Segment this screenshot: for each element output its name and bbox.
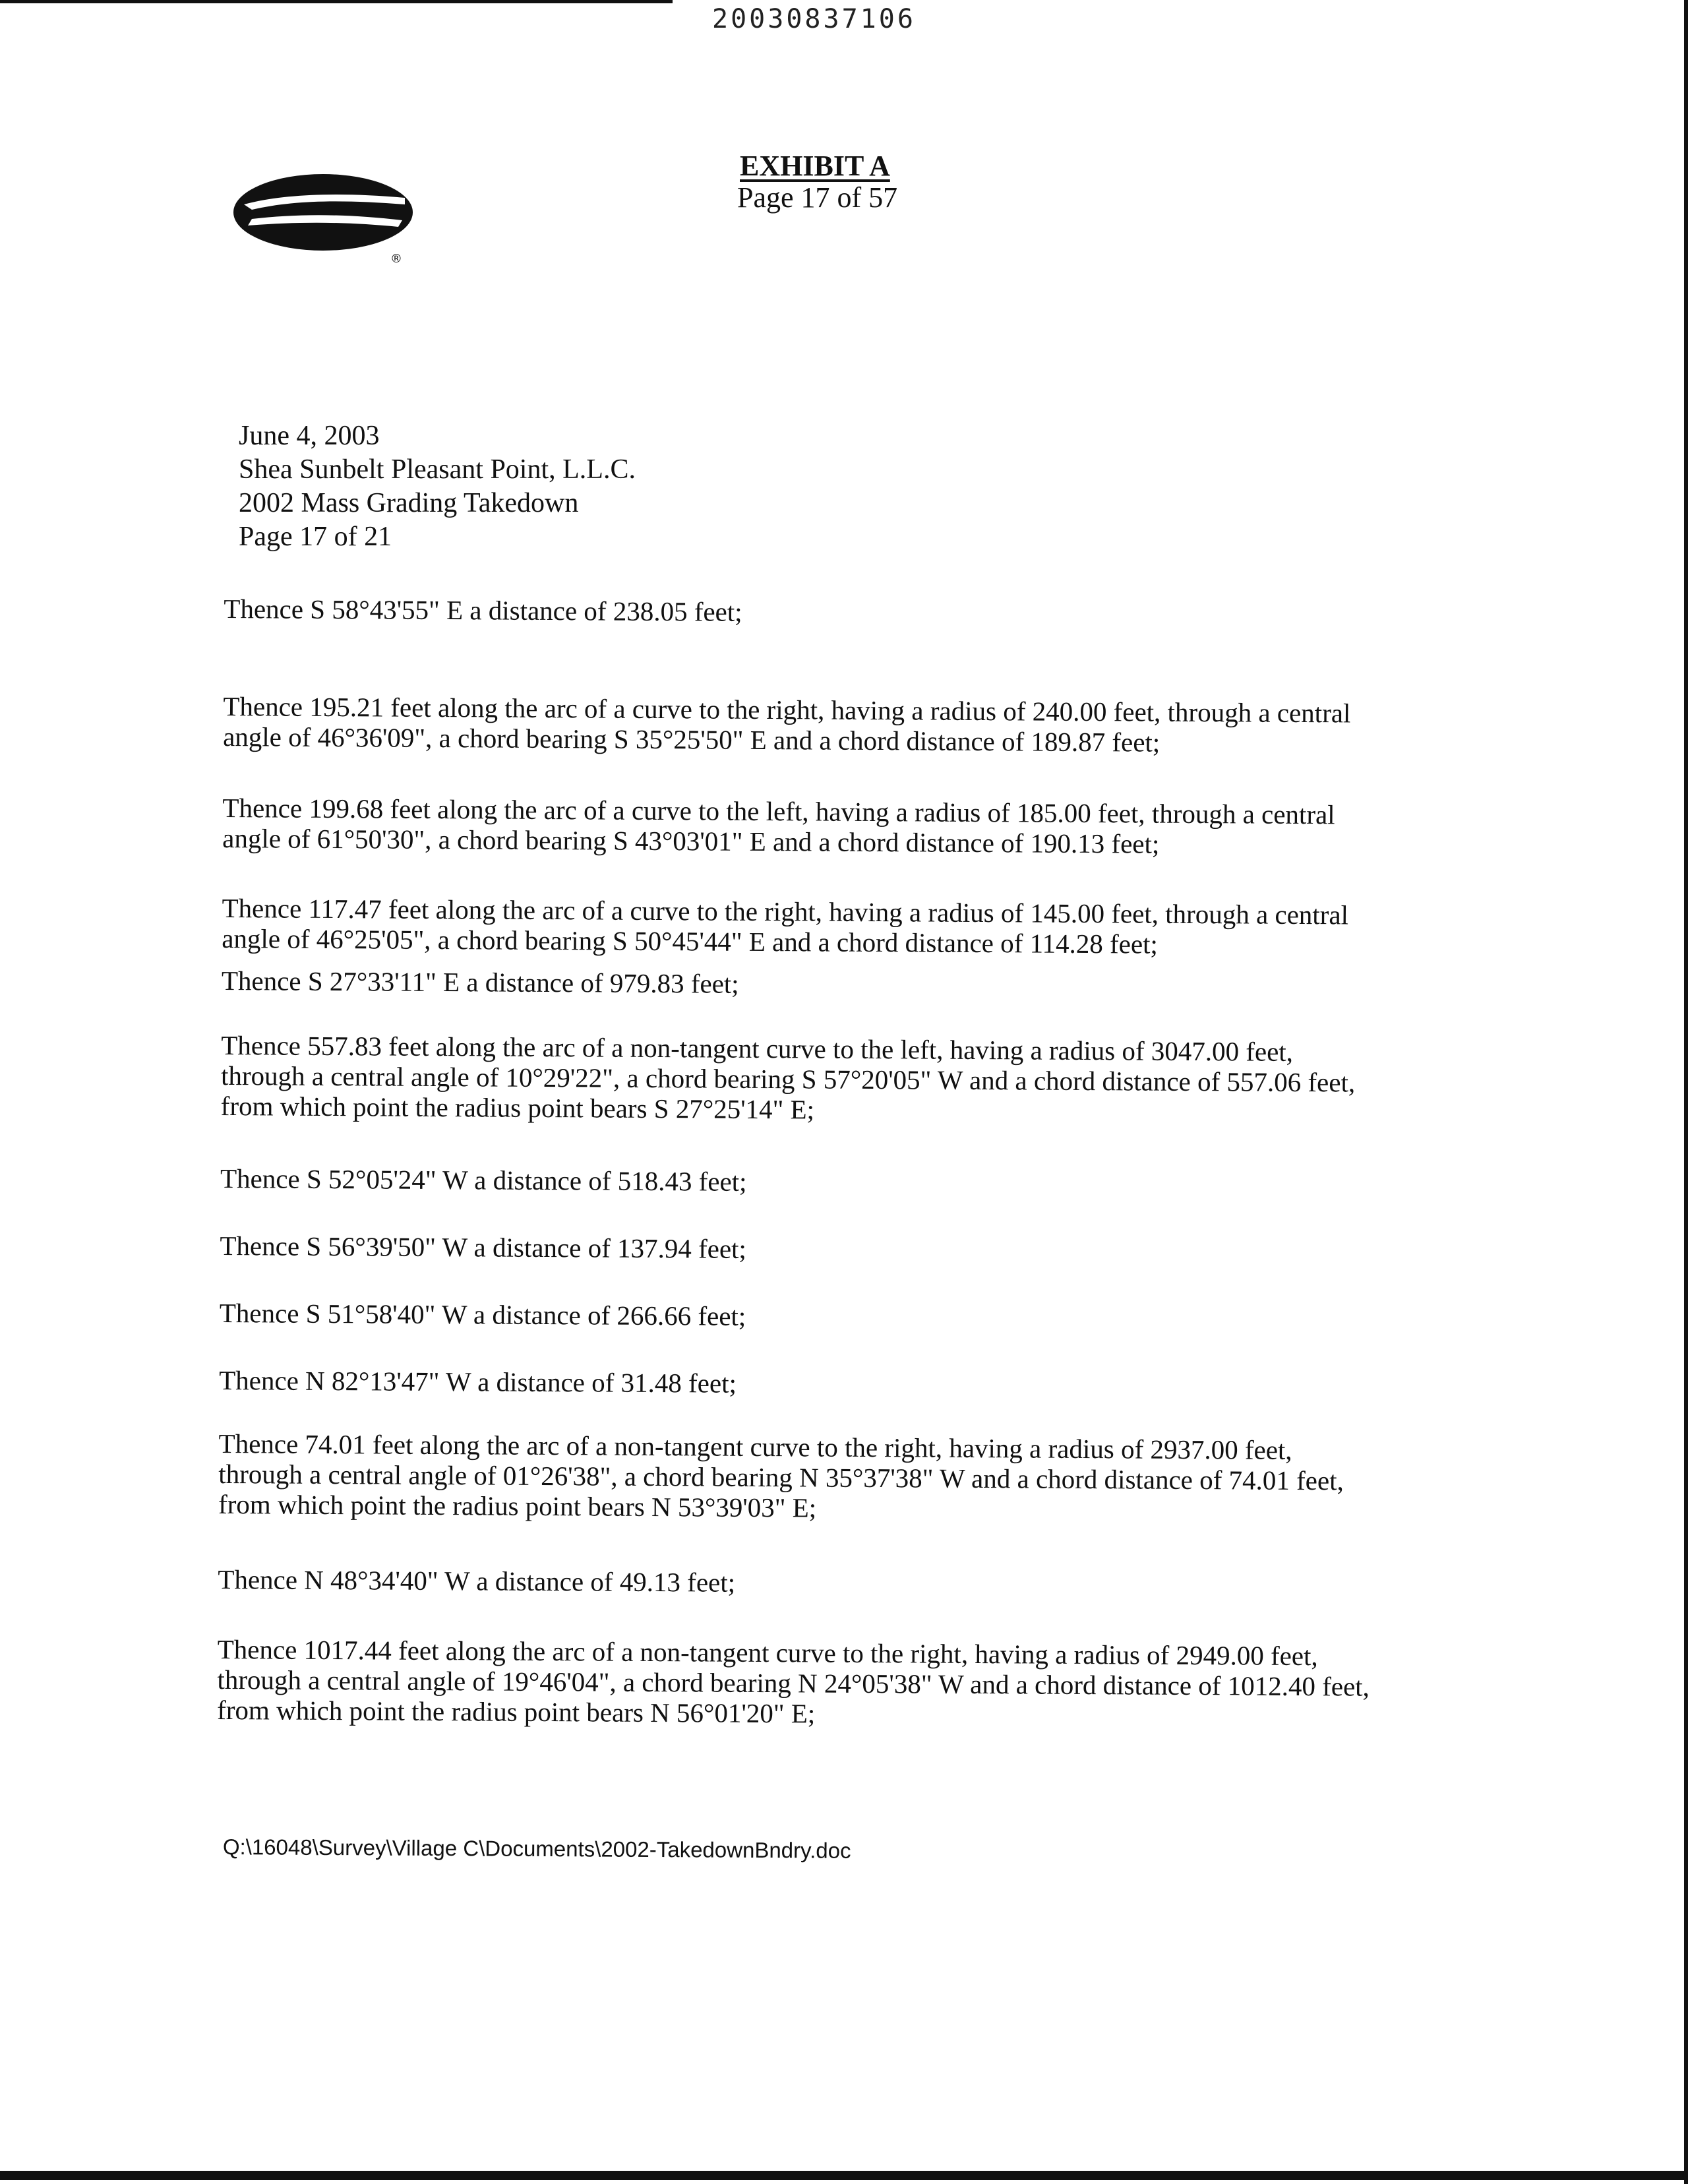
top-border-rule: [0, 0, 673, 3]
paragraph-course-12: Thence N 48°34'40" W a distance of 49.13 feet;: [218, 1563, 736, 1598]
bottom-border-rule: [0, 2171, 1688, 2180]
exhibit-page-number: Page 17 of 57: [737, 181, 898, 214]
header-date: June 4, 2003: [239, 421, 380, 451]
registered-mark: ®: [390, 252, 402, 265]
company-logo-icon: [232, 173, 423, 265]
paragraph-course-2: Thence 195.21 feet along the arc of a curve to the right, having a radius of 240.00 feet, through a central angle of 46°36'09", a chord bearing S 35°25'50" E and a chord distance of 189.87 feet;: [223, 690, 1351, 758]
paragraph-course-11: Thence 74.01 feet along the arc of a non-tangent curve to the right, having a radius of 2937.00 feet, through a central angle of 01°26'38", a chord bearing N 35°37'38" W and a chord distance of 74.01 feet, from which point the radius point bears N 53°39'03" E;: [218, 1428, 1344, 1523]
paragraph-course-4: Thence 117.47 feet along the arc of a curve to the right, having a radius of 145.00 feet, through a central angle of 46°25'05", a chord bearing S 50°45'44" E and a chord distance of 114.28 feet;: [222, 892, 1349, 959]
exhibit-title: EXHIBIT A: [740, 150, 890, 182]
paragraph-course-8: Thence S 56°39'50" W a distance of 137.94 feet;: [220, 1230, 747, 1264]
footer-file-path: Q:\16048\Survey\Village C\Documents\2002-TakedownBndry.doc: [222, 1835, 851, 1863]
paragraph-course-5: Thence S 27°33'11" E a distance of 979.83 feet;: [221, 965, 739, 999]
paragraph-course-3: Thence 199.68 feet along the arc of a curve to the left, having a radius of 185.00 feet, through a central angle of 61°50'30", a chord bearing S 43°03'01" E and a chord distance of 190.13 feet;: [222, 792, 1335, 859]
paragraph-course-7: Thence S 52°05'24" W a distance of 518.43 feet;: [220, 1163, 747, 1197]
paragraph-course-9: Thence S 51°58'40" W a distance of 266.66 feet;: [219, 1297, 746, 1331]
paragraph-course-1: Thence S 58°43'55" E a distance of 238.05 feet;: [224, 593, 742, 627]
paragraph-course-13: Thence 1017.44 feet along the arc of a non-tangent curve to the right, having a radius of 2949.00 feet, through a central angle of 19°46'04", a chord bearing N 24°05'38" W and a chord distance of 1012.40 feet, from which point the radius point bears N 56°01'20" E;: [217, 1633, 1370, 1729]
right-border-rule: [1684, 0, 1688, 2184]
paragraph-course-6: Thence 557.83 feet along the arc of a non-tangent curve to the left, having a radius of 3047.00 feet, through a central angle of 10°29'22", a chord bearing S 57°20'05" W and a chord distance of 557.06 feet, from which point the radius point bears S 27°25'14" E;: [220, 1029, 1356, 1125]
header-project: 2002 Mass Grading Takedown: [239, 488, 579, 518]
paragraph-course-10: Thence N 82°13'47" W a distance of 31.48 feet;: [219, 1364, 737, 1399]
header-page: Page 17 of 21: [239, 522, 392, 552]
document-number: 20030837106: [712, 4, 916, 34]
letter-header: [239, 419, 636, 554]
header-company: Shea Sunbelt Pleasant Point, L.L.C.: [239, 454, 636, 485]
